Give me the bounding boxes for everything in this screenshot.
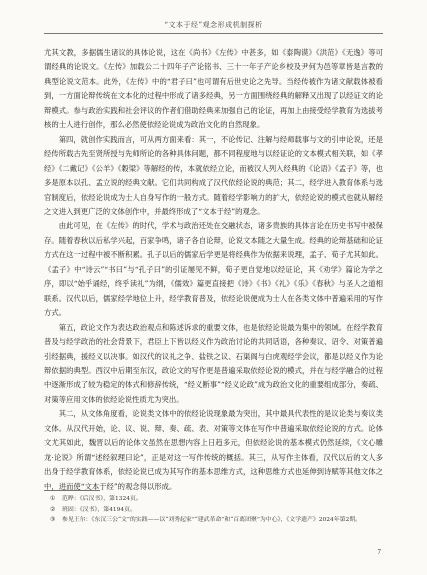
footnote-number: ②	[50, 506, 56, 513]
paragraph: 第四，就创作实践而言，可从两方面来看：其一，不论传记、注解与经师载事与文的引申论说，还是经传所载古先至贤所授与先师所论的各种具体问题，都不同程度地与以经证论的文本模式相关联，如《孝经》《二戴记》《公羊》《穀梁》等解经的传，本就依经立论，而被汉人列入经典的《论语》《孟子》等，也多是原本以孔、孟立说的经典文献。它们共同构成了汉代依经论说的典范；其二，经学进入教育体系与选官制度后，依经论说成为士人自身写作的一般方式。随着经学影响力的扩大，依经论说的模式也就从解经之文进入到更广泛的文体创作中，并最终形成了“文本于经”的观念。	[44, 134, 383, 216]
header-rule	[44, 33, 383, 34]
paragraph: 第五，政论文作为表达政治观点和陈述诉求的重要文体，也是依经论说最为集中的领域。在经学教育普及与经学政治的社会背景下，君臣上下皆以经义作为政治讨论的共同话语，各种奏议、诏令、对策普遍引经据典，援经义以决事。如汉代的议礼之争、盐铁之议、石渠阁与白虎观经学会议，都是以经义作为论辩依据的典型。西汉中后期至东汉，政论文的写作更是普遍采取依经论说的模式，并在与经学融合的过程中逐渐形成了较为稳定的体式和修辞传统，“经义断事”“经义论政”成为政治文化的重要组成部分，奏疏、对策等应用文体的依经论说性质尤为突出。	[44, 322, 383, 404]
paragraph: 尤其文教，多据儒生诸议的具体论说，这在《尚书》《左传》中甚多，如《泰陶谟》《洪范》《无逸》等可谓经典的论说文。《左传》加载公二十四年子产论铭书、三十一年子产论乡校及尹何为邑等章皆是言教的典型论说文范本。此外，《左传》中的“君子曰”也可谓有后世史论之先导。当经传被作为诸文献载体被看到，一方面论辩传统在文本化的过程中形成了诸多经典，另一方面围绕经典的解释又出现了以经证文的论辩模式。参与政治实践和社会评议的作者们借助经典来加强自己的论证，再加上由接受经学教育为选拔考核的士人进行创作，那么必然使依经论说成为政治文化的自然现象。	[44, 48, 383, 130]
footnotes	[50, 494, 383, 526]
footnote-rule	[44, 490, 100, 491]
paragraph: 由此可见，在《左传》的时代，学术与政治还处在交融状态，诸多贵族的具体言论在历史书写中被保存。随着春秋以后私学兴起，百家争鸣，诸子各自论辩，论说文本随之大量生成。经典的论辩基础和论证方式在这一过程中被不断积累。孔子以后的儒家后学更是将经典作为依据来说理，孟子、荀子尤其如此。《孟子》中“诗云”“书曰”与“孔子曰”的引证屡见不鲜，荀子更自觉地以经证论，其《劝学》篇论为学之序，即以“始乎诵经，终乎读礼”为纲，《儒效》篇更直接把《诗》《书》《礼》《乐》《春秋》与圣人之道相联系。汉代以后，儒家经学地位上升，经学教育普及，依经论说便成为士人在各类文体中普遍采用的写作方式。	[44, 221, 383, 318]
footnote-text: 班固：《汉书》，第4194页。	[62, 506, 136, 513]
body-text	[44, 46, 383, 494]
footnote-text: 参见王尔：《东汉三公“文”的实践——以“刘秀起家”“建武革命”和“百离团聚”为中心》，《文学遗产》2024年第2期。	[62, 517, 362, 523]
footnote-number: ③	[50, 517, 56, 523]
footnote	[50, 505, 383, 516]
page-number: 7	[377, 548, 381, 556]
footnote	[50, 494, 383, 505]
footnote-number: ①	[50, 496, 56, 502]
running-header: “文本于经”观念形成机制探析	[164, 21, 263, 29]
footnote-text: 范晔：《后汉书》，第1324页。	[62, 496, 142, 502]
paragraph: 其二，从文体角度看，论说类文体中的依经论说现象最为突出，其中最具代表性的是议论类与奏议类文体。从汉代开始，论、议、说、辩、奏、疏、表、对策等文体在写作中普遍采取依经论说的方式。论体文尤其如此，魏晋以后的论体文虽然在思想内容上日趋多元，但依经论说的基本模式仍然延续，《文心雕龙·论说》所谓“述经叙理曰论”，正是对这一写作传统的概括。其三，从写作主体看，汉代以后的文人多出身于经学教育体系，依经论说已成为其写作的基本思维方式，这种思维方式也延伸到诗赋等其他文体之中，进而使“文本于经”的观念得以形成。	[44, 409, 383, 491]
footnote	[50, 515, 383, 526]
